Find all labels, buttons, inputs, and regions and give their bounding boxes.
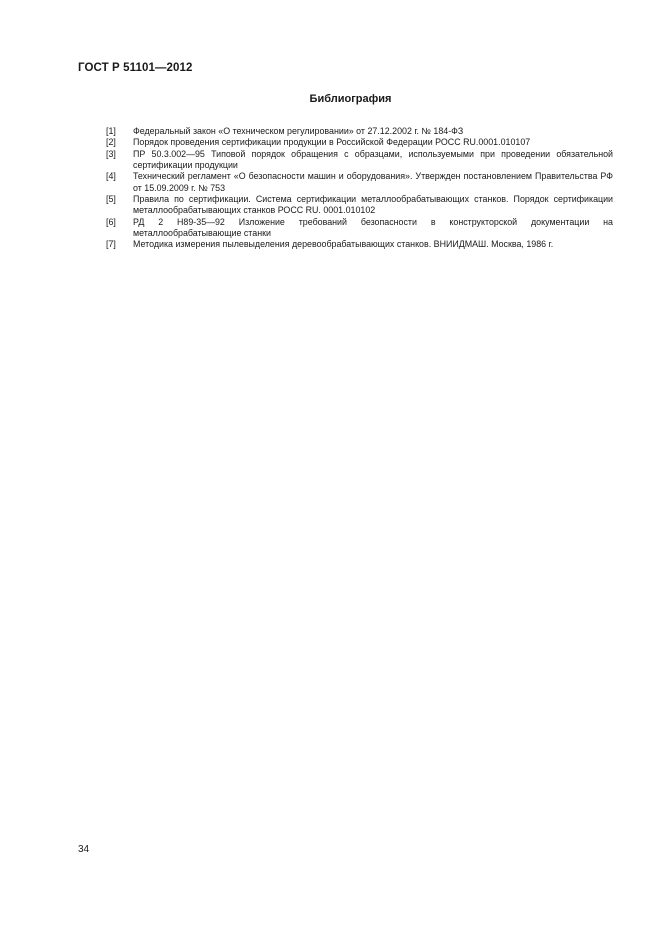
entry-text: ПР 50.3.002—95 Типовой порядок обращения с образцами, используемыми при проведении обязательной сертификации продукции (133, 148, 613, 171)
entry-text: Технический регламент «О безопасности машин и оборудования». Утвержден постановлением Правительства РФ от 15.09.2009 г. № 753 (133, 171, 613, 193)
entry-text: Методика измерения пылевыделения деревообрабатывающих станков. ВНИИДМАШ. Москва, 1986 г. (133, 239, 554, 250)
bibliography-entry (106, 217, 613, 240)
document-code: ГОСТ Р 51101—2012 (78, 62, 193, 74)
entry-text: Порядок проведения сертификации продукции в Российской Федерации РОСС RU.0001.010107 (133, 137, 531, 148)
bibliography-entry (106, 194, 613, 217)
page-number: 34 (78, 844, 90, 855)
entry-number: [5] (106, 194, 116, 205)
bibliography-list (106, 126, 613, 251)
entry-number: [7] (106, 239, 116, 250)
entry-number: [2] (106, 137, 116, 148)
bibliography-entry (106, 171, 613, 194)
entry-number: [6] (106, 216, 116, 227)
entry-text: РД 2 Н89-35—92 Изложение требований безопасности в конструкторской документации на металлообрабатывающие станки (133, 216, 613, 239)
bibliography-entry (106, 126, 613, 137)
entry-number: [1] (106, 126, 116, 136)
entry-number: [4] (106, 171, 116, 182)
entry-text: Федеральный закон «О техническом регулировании» от 27.12.2002 г. № 184-ФЗ (133, 126, 464, 136)
entry-text: Правила по сертификации. Система сертификации металлообрабатывающих станков. Порядок сертификации металлообрабатывающих станков РОСС RU. 0001.010102 (133, 194, 613, 216)
entry-number: [3] (106, 148, 116, 159)
bibliography-entry (106, 239, 613, 250)
section-title: Библиография (309, 93, 392, 105)
bibliography-entry (106, 137, 613, 148)
bibliography-entry (106, 149, 613, 172)
